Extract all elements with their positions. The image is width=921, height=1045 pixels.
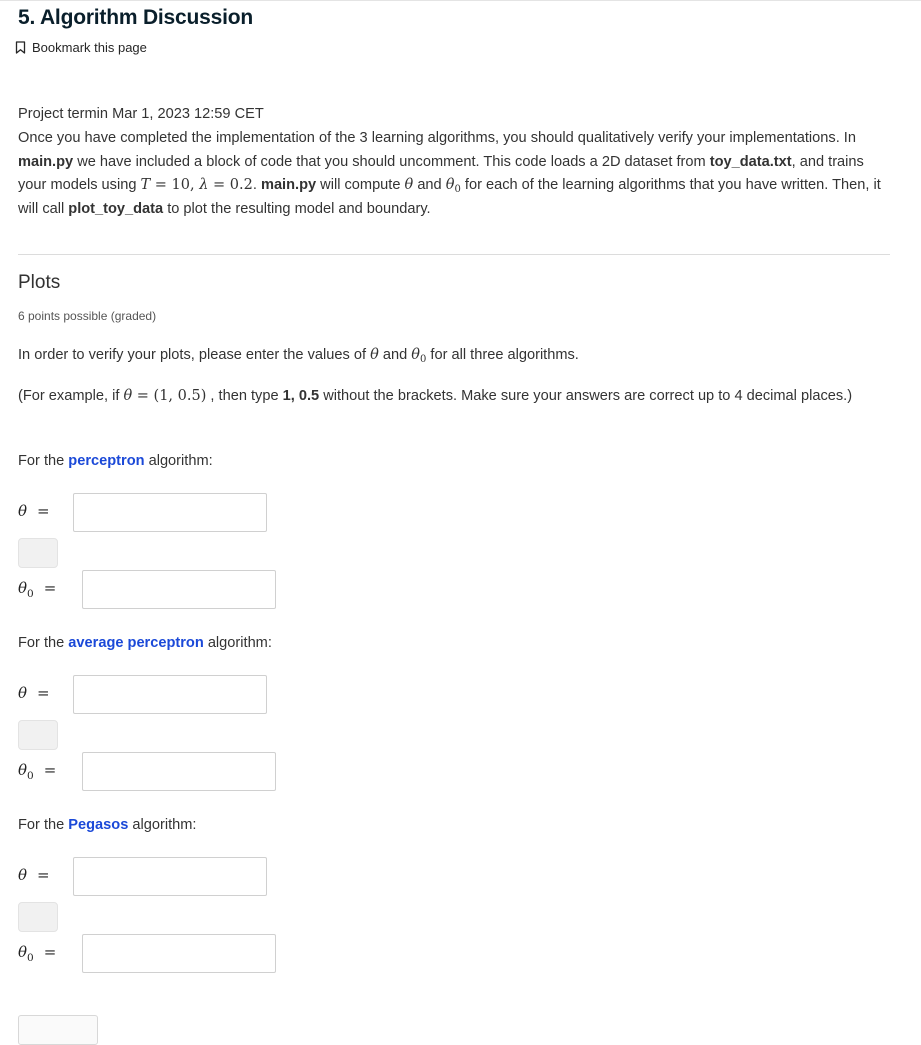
perceptron-theta-status [18,538,58,568]
theta-symbol: θ [18,579,28,597]
plot-function-name: plot_toy_data [68,200,164,217]
bookmark-icon [15,41,26,54]
equals-sign: = [37,502,50,520]
math-theta0-base: θ [445,177,455,194]
equals-sign: = [43,761,57,779]
theta0-label [18,579,57,600]
avg-perceptron-theta-input[interactable] [73,675,267,714]
algorithm-heading-average-perceptron [18,632,888,655]
equals-sign: = [43,579,57,597]
top-divider [0,0,921,1]
intro-text: . [252,177,261,194]
instruction-text [18,344,888,367]
for-the-text: For the [18,635,69,651]
theta-symbol: θ [18,502,28,520]
intro-paragraph [18,127,888,221]
theta-subscript: 0 [27,588,34,600]
main-py-filename: main.py [18,153,74,170]
math-theta: θ [370,347,379,363]
theta-symbol: θ [18,866,28,884]
example-part: (For example, if [18,388,124,404]
intro-text: will compute [316,177,405,194]
math-theta0-sub: 0 [454,184,461,196]
math-theta: θ [123,388,133,404]
algorithm-word: algorithm: [128,817,197,833]
algorithm-word: algorithm: [203,635,272,651]
avg-perceptron-theta0-input[interactable] [82,752,276,791]
section-divider [18,254,890,255]
bookmark-label: Bookmark this page [32,40,147,55]
theta-label [18,502,50,520]
algorithm-heading-pegasos [18,814,888,837]
theta0-label [18,943,57,964]
algorithm-word: algorithm: [144,453,213,469]
example-part: then type [218,388,283,404]
example-value: 1, 0.5 [282,388,320,404]
points-possible: 6 points possible (graded) [18,309,157,323]
avg-perceptron-theta-status [18,720,58,750]
bookmark-button[interactable] [15,40,147,55]
math-theta0 [445,177,461,196]
algorithm-name: average perceptron [68,635,204,651]
theta0-label [18,761,57,782]
instruction-part: and [378,347,412,363]
for-the-text: For the [18,453,69,469]
math-T: T [140,177,151,194]
theta-label [18,866,50,884]
theta-symbol: θ [18,943,28,961]
intro-section [18,103,888,221]
theta-label [18,684,50,702]
toy-data-filename: toy_data.txt [709,153,792,170]
main-py-filename: main.py [260,177,317,194]
algorithm-name: Pegasos [68,817,129,833]
equals-sign: = [37,866,50,884]
unit-title: 5. Algorithm Discussion [18,6,253,29]
math-theta: θ [404,177,414,194]
example-part: without the brackets. Make sure your answers are correct up to 4 decimal places.) [319,388,853,404]
pegasos-theta-input[interactable] [73,857,267,896]
submit-button[interactable] [18,1015,98,1045]
for-the-text: For the [18,817,69,833]
math-theta0 [411,347,426,363]
equals-sign: = [37,684,50,702]
perceptron-theta0-input[interactable] [82,570,276,609]
math-theta0-base: θ [411,347,420,363]
pegasos-theta-status [18,902,58,932]
theta-symbol: θ [18,684,28,702]
theta-subscript: 0 [27,770,34,782]
theta-symbol: θ [18,761,28,779]
instruction-part: for all three algorithms. [426,347,579,363]
math-tuple: = (1, 0.5) [132,388,207,404]
intro-text: and [413,177,446,194]
instruction-part: In order to verify your plots, please enter the values of [18,347,371,363]
intro-text: Once you have completed the implementation of the 3 learning algorithms, you should qualitatively verify your implementations. In [18,130,856,147]
algorithm-name: perceptron [68,453,145,469]
intro-text: to plot the resulting model and boundary. [163,200,431,217]
hyperparameters-formula [141,177,253,193]
math-eq-2: = 0.2 [208,177,253,194]
project-deadline: Project termin Mar 1, 2023 12:59 CET [18,106,264,122]
example-formula [123,388,206,404]
math-theta0-sub: 0 [420,354,427,365]
example-text [18,385,888,408]
theta-subscript: 0 [27,952,34,964]
algorithm-heading-perceptron [18,450,888,473]
intro-text: , and trains your models using [18,153,864,194]
perceptron-theta-input[interactable] [73,493,267,532]
math-eq-1: = 10, [150,177,200,194]
intro-text: we have included a block of code that you should uncomment. This code loads a 2D dataset from [73,153,710,170]
equals-sign: = [43,943,57,961]
example-part: , [206,388,219,404]
intro-text: for each of the learning algorithms that you have written. Then, it will call [18,177,881,217]
math-lambda: λ [199,177,209,194]
pegasos-theta0-input[interactable] [82,934,276,973]
problem-title: Plots [18,272,61,293]
